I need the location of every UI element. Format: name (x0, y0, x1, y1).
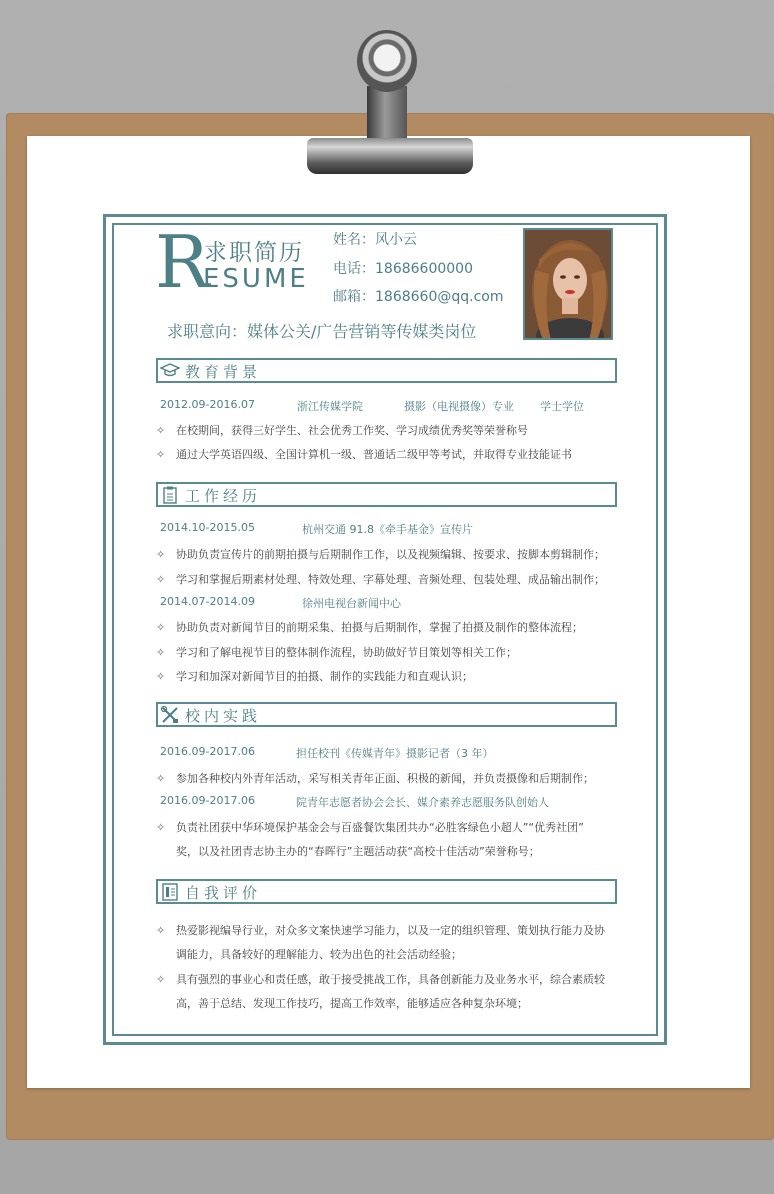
binder-clip-plate (307, 138, 473, 174)
section-title-work: 工作经历 (185, 487, 262, 505)
resume-title-en: ESUME (203, 264, 309, 294)
edu-item-1: ✧ 在校期间，获得三好学生、社会优秀工作奖、学习成绩优秀奖等荣誉称号 (156, 424, 528, 437)
campus-item: ✧ 参加各种校内外青年活动，采写相关青年正面、积极的新闻，并负责摄像和后期制作； (156, 772, 594, 785)
binder-clip-neck (367, 86, 407, 140)
self-item: ✧ 具有强烈的事业心和责任感，敢于接受挑战工作，具备创新能力及业务水平，综合素质较 (156, 973, 605, 986)
job-item: ✧ 协助负责宣传片的前期拍摄与后期制作工作，以及视频编辑、按要求、按脚本剪辑制作； (156, 548, 605, 561)
email-field: 邮箱：1868660@qq.com (333, 289, 504, 305)
phone-field: 电话：18686600000 (333, 261, 473, 277)
edu-school: 浙江传媒学院 (297, 400, 363, 413)
campus-date: 2016.09-2017.06 (160, 745, 255, 758)
name-field: 姓名：风小云 (333, 232, 417, 248)
edu-major: 摄影（电视摄像）专业 (404, 400, 514, 413)
section-header-self (156, 879, 617, 904)
section-header-work (156, 482, 617, 507)
resume-title-cn: 求职简历 (204, 240, 304, 266)
self-item-continued: 调能力，具备较好的理解能力、较为出色的社会活动经验； (176, 948, 462, 961)
campus-role: 担任校刊《传媒青年》摄影记者（3 年） (296, 747, 494, 760)
job-intent: 求职意向：媒体公关/广告营销等传媒类岗位 (167, 322, 477, 341)
edu-item-2: ✧ 通过大学英语四级、全国计算机一级、普通话二级甲等考试，并取得专业技能证书 (156, 448, 572, 461)
binder-clip-ring (357, 30, 417, 92)
section-title-education: 教育背景 (185, 363, 262, 381)
job-org: 杭州交通 91.8《牵手基金》宣传片 (302, 523, 473, 536)
campus-item-continued: 奖，以及社团青志协主办的“春晖行”主题活动获“高校十佳活动”荣誉称号； (176, 845, 540, 858)
edu-date: 2012.09-2016.07 (160, 398, 255, 411)
job-item: ✧ 学习和掌握后期素材处理、特效处理、字幕处理、音频处理、包装处理、成品输出制作； (156, 573, 605, 586)
job-date: 2014.07-2014.09 (160, 595, 255, 608)
section-header-campus (156, 702, 617, 727)
resume-logo-letter: R (155, 220, 210, 304)
job-org: 徐州电视台新闻中心 (302, 597, 401, 610)
clipboard-icon (160, 486, 180, 504)
section-header-education (156, 358, 617, 383)
job-date: 2014.10-2015.05 (160, 521, 255, 534)
campus-date: 2016.09-2017.06 (160, 794, 255, 807)
edu-degree: 学士学位 (540, 400, 584, 413)
section-title-self: 自我评价 (185, 884, 262, 902)
graduation-cap-icon (160, 362, 180, 380)
self-item-continued: 高，善于总结、发现工作技巧，提高工作效率，能够适应各种复杂环境； (176, 997, 528, 1010)
self-item: ✧ 热爱影视编导行业，对众多文案快速学习能力，以及一定的组织管理、策划执行能力及协 (156, 924, 605, 937)
tools-icon (160, 706, 180, 724)
section-title-campus: 校内实践 (185, 707, 262, 725)
campus-item: ✧ 负责社团获中华环境保护基金会与百盛餐饮集团共办“必胜客绿色小超人”“优秀社团” (156, 821, 584, 834)
profile-photo (523, 228, 613, 340)
job-item: ✧ 学习和了解电视节目的整体制作流程，协助做好节目策划等相关工作； (156, 646, 517, 659)
document-icon (160, 883, 180, 901)
job-item: ✧ 学习和加深对新闻节目的拍摄、制作的实践能力和直观认识； (156, 670, 473, 683)
campus-role: 院青年志愿者协会会长、媒介素养志愿服务队创始人 (296, 796, 549, 809)
job-item: ✧ 协助负责对新闻节目的前期采集、拍摄与后期制作，掌握了拍摄及制作的整体流程； (156, 621, 583, 634)
